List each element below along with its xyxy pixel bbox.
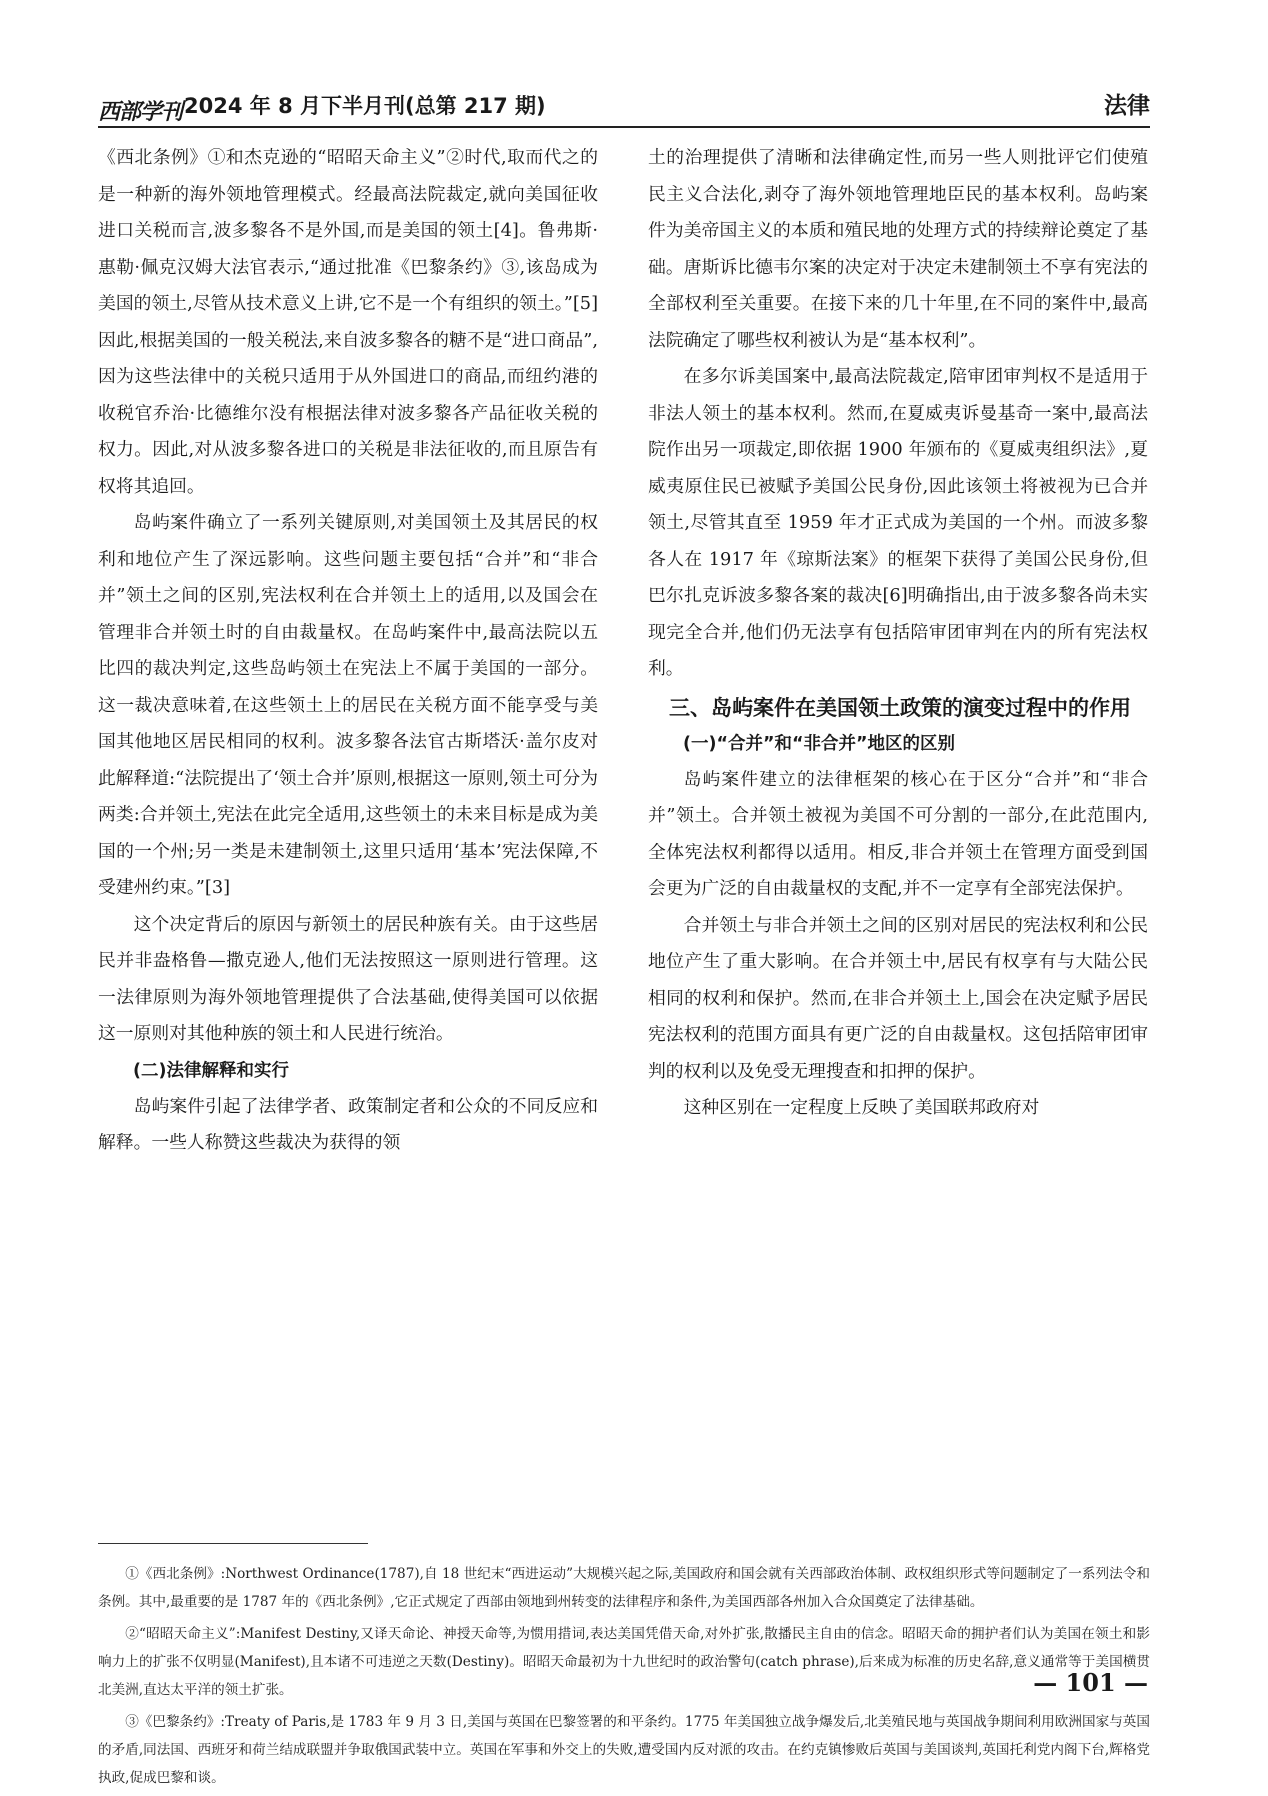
right-column [648,140,1148,1127]
left-column [98,140,598,1162]
paragraph: 岛屿案件建立的法律框架的核心在于区分“合并”和“非合并”领土。合并领土被视为美国不可分割的一部分,在此范围内,全体宪法权利都得以适用。相反,非合并领土在管理方面受到国会更为广泛的自由裁量权的支配,并不一定享有全部宪法保护。 [648,768,1148,899]
section-heading: 三、岛屿案件在美国领土政策的演变过程中的作用 [669,695,1131,720]
footnote: ③《巴黎条约》:Treaty of Paris,是 1783 年 9 月 3 日,美国与英国在巴黎签署的和平条约。1775 年美国独立战争爆发后,北美殖民地与英国战争期间利用欧洲国家与英国的矛盾,同法国、西班牙和荷兰结成联盟并争取俄国武装中立。英国在军事和外交上的失败,遭受国内反对派的攻击。在约克镇惨败后英国与美国谈判,英国托利党内阁下台,辉格党执政,促成巴黎和谈。 [98,1714,1150,1786]
issue-label: 2024 年 8 月下半月刊(总第 217 期) [184,94,546,118]
paragraph: 土的治理提供了清晰和法律确定性,而另一些人则批评它们使殖民主义合法化,剥夺了海外领地管理地臣民的基本权利。岛屿案件为美帝国主义的本质和殖民地的处理方式的持续辩论奠定了基础。唐斯诉比德韦尔案的决定对于决定未建制领土不享有宪法的全部权利至关重要。在接下来的几十年里,在不同的案件中,最高法院确定了哪些权利被认为是“基本权利”。 [648,147,1148,351]
page-header [98,84,1150,128]
paragraph: 岛屿案件确立了一系列关键原则,对美国领土及其居民的权利和地位产生了深远影响。这些问题主要包括“合并”和“非合并”领土之间的区别,宪法权利在合并领土上的适用,以及国会在管理非合并领土时的自由裁量权。在岛屿案件中,最高法院以五比四的裁决判定,这些岛屿领土在宪法上不属于美国的一部分。这一裁决意味着,在这些领土上的居民在关税方面不能享受与美国其他地区居民相同的权利。波多黎各法官古斯塔沃·盖尔皮对此解释道:“法院提出了‘领土合并’原则,根据这一原则,领土可分为两类:合并领土,宪法在此完全适用,这些领土的未来目标是成为美国的一个州;另一类是未建制领土,这里只适用‘基本’宪法保障,不受建州约束。”[3] [98,512,599,898]
footnote: ②“昭昭天命主义”:Manifest Destiny,又译天命论、神授天命等,为惯用措词,表达美国凭借天命,对外扩张,散播民主自由的信念。昭昭天命的拥护者们认为美国在领土和影响力上的扩张不仅明显(Manifest),且本诸不可违逆之天数(Destiny)。昭昭天命最初为十九世纪时的政治警句(catch phrase),后来成为标准的历史名辞,意义通常等于美国横贯北美洲,直达太平洋的领土扩张。 [98,1626,1150,1698]
footnotes [98,1560,1150,1796]
journal-info [98,90,546,126]
journal-logo: 西部学刊 [98,99,183,125]
footnote-divider [98,1543,368,1544]
paragraph: 这个决定背后的原因与新领土的居民种族有关。由于这些居民并非盎格鲁—撒克逊人,他们无法按照这一原则进行管理。这一法律原则为海外领地管理提供了合法基础,使得美国可以依据这一原则对其他种族的领土和人民进行统治。 [98,913,598,1044]
paragraph: 在多尔诉美国案中,最高法院裁定,陪审团审判权不是适用于非法人领土的基本权利。然而,在夏威夷诉曼基奇一案中,最高法院作出另一项裁定,即依据 1900 年颁布的《夏威夷组织法》,夏威夷原住民已被赋予美国公民身份,因此该领土将被视为已合并领土,尽管其直至 1959 年才正式成为美国的一个州。而波多黎各人在 1917 年《琼斯法案》的框架下获得了美国公民身份,但巴尔扎克诉波多黎各案的裁决[6]明确指出,由于波多黎各尚未实现完全合并,他们仍无法享有包括陪审团审判在内的所有宪法权利。 [648,366,1148,679]
page-number: — 101 — [1033,1668,1148,1697]
subsection-heading: (一)“合并”和“非合并”地区的区别 [683,733,956,754]
paragraph: 《西北条例》①和杰克逊的“昭昭天命主义”②时代,取而代之的是一种新的海外领地管理模式。经最高法院裁定,就向美国征收进口关税而言,波多黎各不是外国,而是美国的领土[4]。鲁弗斯·惠勒·佩克汉姆大法官表示,“通过批准《巴黎条约》③,该岛成为美国的领土,尽管从技术意义上讲,它不是一个有组织的领土。”[5]因此,根据美国的一般关税法,来自波多黎各的糖不是“进口商品”,因为这些法律中的关税只适用于从外国进口的商品,而纽约港的收税官乔治·比德维尔没有根据法律对波多黎各产品征收关税的权力。因此,对从波多黎各进口的关税是非法征收的,而且原告有权将其追回。 [98,147,598,497]
subsection-heading: (二)法律解释和实行 [133,1060,289,1081]
paragraph: 岛屿案件引起了法律学者、政策制定者和公众的不同反应和解释。一些人称赞这些裁决为获得的领 [98,1095,598,1153]
section-label: 法律 [1104,93,1150,119]
footnote: ①《西北条例》:Northwest Ordinance(1787),自 18 世纪末“西进运动”大规模兴起之际,美国政府和国会就有关西部政治体制、政权组织形式等问题制定了一系列法令和条例。其中,最重要的是 1787 年的《西北条例》,它正式规定了西部由领地到州转变的法律程序和条件,为美国西部各州加入合众国奠定了法律基础。 [98,1566,1150,1610]
paragraph: 这种区别在一定程度上反映了美国联邦政府对 [683,1097,1040,1118]
paragraph: 合并领土与非合并领土之间的区别对居民的宪法权利和公民地位产生了重大影响。在合并领土中,居民有权享有与大陆公民相同的权利和保护。然而,在非合并领土上,国会在决定赋予居民宪法权利的范围方面具有更广泛的自由裁量权。这包括陪审团审判的权利以及免受无理搜查和扣押的保护。 [648,914,1148,1082]
